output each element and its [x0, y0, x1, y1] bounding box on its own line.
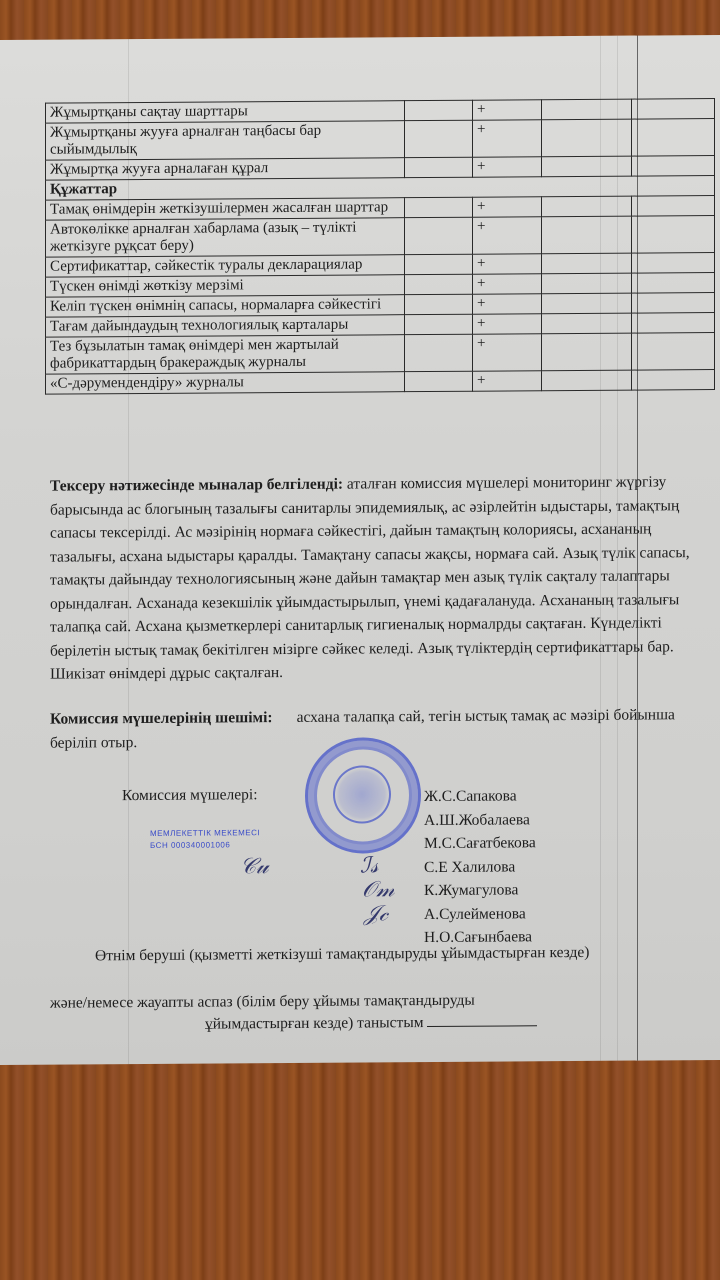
findings-heading: Тексеру нәтижесінде мыналар белгіленді:: [50, 475, 344, 495]
empty-cell: [541, 99, 631, 120]
supplier-acknowledgement: Өтнім беруші (қызметті жеткізуші тамақтандыруды ұйымдастырған кезде): [95, 943, 590, 965]
row-label: Жұмыртқаны сақтау шарттары: [46, 101, 405, 124]
desk-surface-bottom: [0, 1050, 720, 1280]
mark-cell: +: [473, 217, 541, 254]
empty-cell: [541, 196, 631, 217]
mark-cell: +: [473, 274, 541, 294]
row-label: Жұмыртқа жууға арналаған құрал: [46, 158, 405, 181]
member-name: Ж.С.Сапакова: [424, 787, 517, 806]
signature-mark: ℐ𝓈: [360, 853, 379, 879]
mark-cell: +: [473, 334, 541, 371]
table-row: [46, 333, 715, 375]
emblem-icon: [333, 765, 391, 823]
empty-cell: [404, 334, 472, 371]
empty-cell: [631, 370, 714, 391]
mark-cell: +: [473, 254, 541, 274]
empty-cell: [541, 273, 631, 294]
signature-mark: 𝒞𝓊: [240, 854, 269, 880]
mark-cell: +: [473, 197, 541, 217]
empty-cell: [631, 119, 714, 157]
table-row: [46, 216, 715, 258]
empty-cell: [541, 293, 631, 314]
empty-cell: [631, 156, 714, 177]
decision-heading: Комиссия мүшелерінің шешімі:: [50, 709, 273, 728]
row-label: Тез бұзылатын тамақ өнімдері мен жартылай фабрикаттардың бракераждық журналы: [46, 335, 405, 375]
empty-cell: [631, 313, 714, 334]
signature-blank[interactable]: [427, 1011, 537, 1027]
mark-cell: +: [473, 314, 541, 334]
member-name: К.Жумагулова: [424, 881, 519, 900]
empty-cell: [631, 99, 714, 120]
row-label: Тамақ өнімдерін жеткізушілермен жасалған шарттар: [46, 198, 405, 221]
document-page: [0, 35, 720, 1065]
stamp-ring-text: МЕМЛЕКЕТТІК МЕКЕМЕСІ: [150, 828, 261, 838]
empty-cell: [404, 294, 472, 314]
section-title: Құжаттар: [46, 176, 715, 201]
mark-cell: +: [473, 157, 541, 177]
row-label: Жұмыртқаны жууға арналған таңбасы бар сыйымдылық: [46, 121, 405, 161]
findings-paragraph: [50, 470, 710, 686]
cook-line-1: және/немесе жауапты аспаз (білім беру ұйымы тамақтандыруды: [50, 991, 475, 1012]
signature-mark: 𝒥𝒸: [364, 901, 389, 927]
empty-cell: [404, 100, 472, 120]
empty-cell: [404, 254, 472, 274]
empty-cell: [631, 293, 714, 314]
stamp-id-text: БСН 000340001006: [150, 840, 231, 850]
empty-cell: [404, 157, 472, 177]
row-label: Түскен өнімді жөткізу мерзімі: [46, 275, 405, 298]
empty-cell: [631, 333, 714, 371]
checklist-table: [45, 98, 715, 395]
row-label: Келіп түскен өнімнің сапасы, нормаларға сәйкестігі: [46, 295, 405, 318]
official-stamp: [305, 737, 421, 854]
row-label: Сертификаттар, сәйкестік туралы декларациялар: [46, 255, 405, 278]
row-label: «С-дәрумендендіру» журналы: [46, 372, 405, 395]
empty-cell: [541, 216, 631, 254]
empty-cell: [631, 216, 714, 254]
empty-cell: [404, 314, 472, 334]
members-label: Комиссия мүшелері:: [122, 786, 258, 805]
signature-mark: 𝒪𝓂: [362, 877, 395, 903]
empty-cell: [541, 253, 631, 274]
member-name: Н.О.Сағынбаева: [424, 928, 533, 947]
row-label: Автокөлікке арналған хабарлама (азық – түлікті жеткізуге рұқсат беру): [46, 218, 405, 258]
cook-acknowledgement: [50, 988, 650, 1036]
empty-cell: [404, 197, 472, 217]
empty-cell: [404, 217, 472, 254]
row-label: Тағам дайындаудың технологиялық карталары: [46, 315, 405, 338]
member-name: А.Ш.Жобалаева: [424, 810, 530, 829]
empty-cell: [541, 313, 631, 334]
member-name: С.Е Халилова: [424, 857, 516, 876]
empty-cell: [404, 120, 472, 157]
member-name: М.С.Сағатбекова: [424, 834, 536, 853]
mark-cell: +: [473, 371, 541, 391]
empty-cell: [404, 274, 472, 294]
findings-text: аталған комиссия мүшелері мониторинг жүргізу барысында ас блогының тазалығы санитарлы эпидемиялық, ас әзірлейтін ыдыстары, тамақтың сапасы тексерілді. Ас мәзірінің нормаға сәйкестігі, дайын тамақтың колориясы, асхананың тазалығы, асхана ыдыстары қаралды. Тамақтану сапасы жақсы, нормаға сай. Азық түлік сапасы, тамақты дайындау технологиясының және дайын тамақтар мен азық түлік сақталу талаптары орындалған. Асханада кезекшілік ұйымдастырылып, үнемі қадағалануда. Асхананың тазалығы талапқа сай. Асхана қызметкерлері санитарлық гигиеналық нормалрды сақтаған. Күнделікті берілетін ыстық тамақ бекітілген мізірге сәйкес келеді. Азық түліктердің сертификаттары бар. Шикізат өнімдері дұрыс сақталған.: [50, 473, 690, 683]
decision-text: асхана талапқа сай, тегін ыстық тамақ ас мәзірі бойынша беріліп отыр.: [50, 706, 675, 752]
mark-cell: +: [473, 100, 541, 120]
table-row: [46, 370, 715, 395]
table-row: [46, 119, 715, 161]
cook-line-2: ұйымдастырған кезде) таныстым: [205, 1014, 424, 1033]
empty-cell: [631, 273, 714, 294]
empty-cell: [631, 253, 714, 274]
mark-cell: +: [473, 294, 541, 314]
members-list: [424, 784, 536, 949]
empty-cell: [404, 371, 472, 391]
empty-cell: [541, 370, 631, 391]
empty-cell: [541, 119, 631, 157]
empty-cell: [631, 196, 714, 217]
empty-cell: [541, 156, 631, 177]
mark-cell: +: [473, 120, 541, 157]
empty-cell: [541, 333, 631, 371]
member-name: А.Сулейменова: [424, 904, 526, 923]
